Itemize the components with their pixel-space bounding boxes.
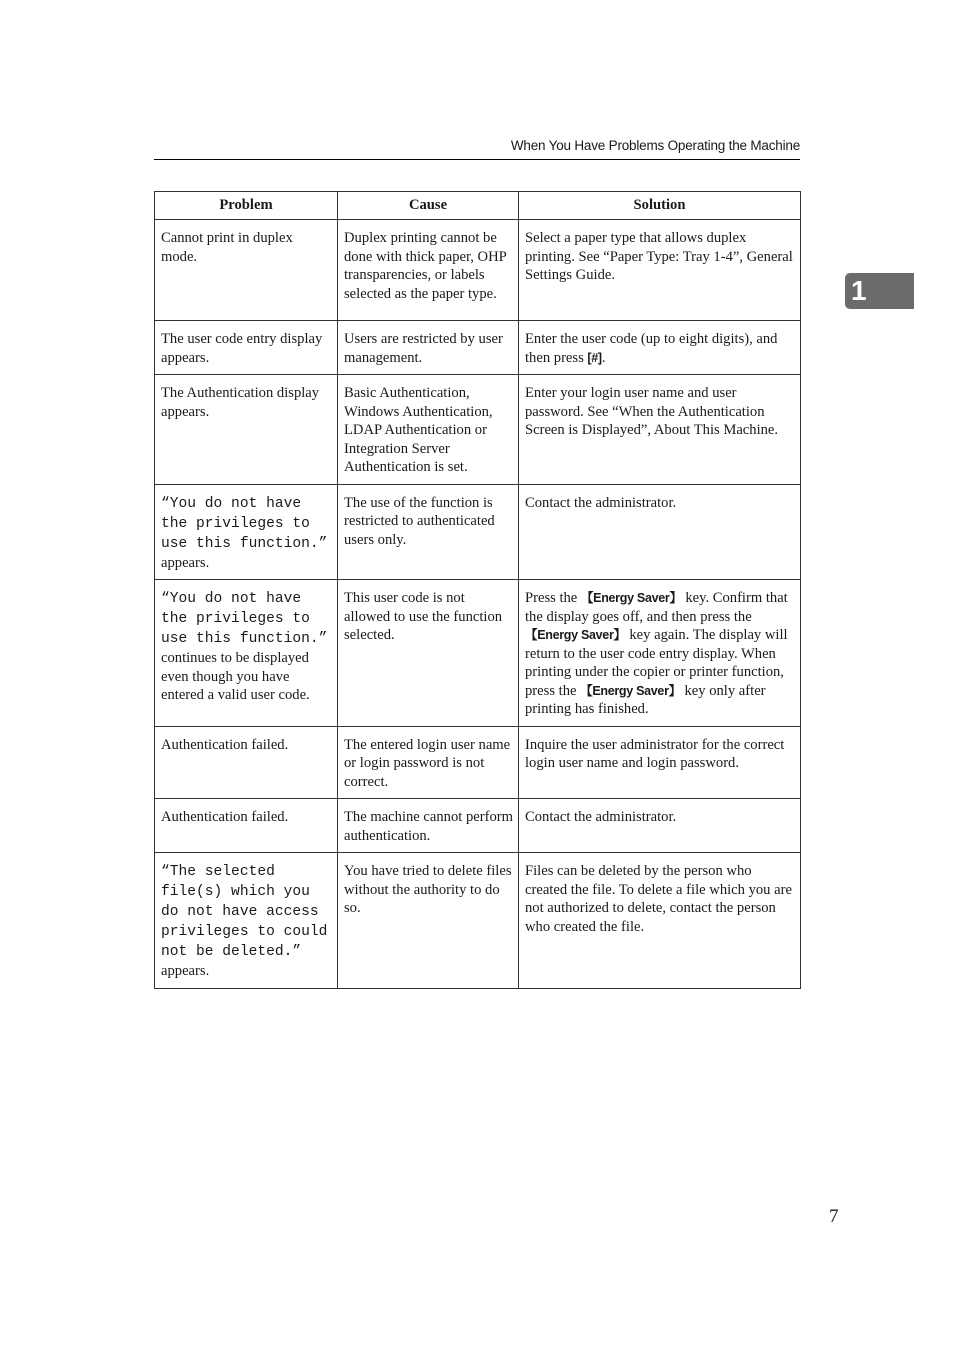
table-row <box>155 799 801 853</box>
solution-cell: Inquire the user administrator for the correct login user name and login password. <box>519 726 801 799</box>
table-row <box>155 853 801 989</box>
problem-cell: The user code entry display appears. <box>155 321 338 375</box>
table-row <box>155 375 801 485</box>
solution-text-end: . <box>601 349 606 366</box>
solution-cell <box>519 580 801 727</box>
running-header: When You Have Problems Operating the Machine <box>510 138 800 153</box>
solution-cell: Select a paper type that allows duplex printing. See “Paper Type: Tray 1-4”, General Settings Guide. <box>519 220 801 321</box>
solution-cell: Contact the administrator. <box>519 484 801 580</box>
solution-cell: Files can be deleted by the person who created the file. To delete a file which you are not authorized to delete, contact the person who created the file. <box>519 853 801 989</box>
cause-cell: Duplex printing cannot be done with thick paper, OHP transparencies, or labels selected as the paper type. <box>338 220 519 321</box>
problem-cell <box>155 853 338 989</box>
chapter-tab: 1 <box>845 273 914 309</box>
cause-cell: The entered login user name or login password is not correct. <box>338 726 519 799</box>
cause-cell: The machine cannot perform authentication. <box>338 799 519 853</box>
solution-text: Press the <box>525 590 581 606</box>
energy-saver-key-label: 【Energy Saver】 <box>580 683 681 698</box>
table-row <box>155 580 801 727</box>
cause-cell: You have tried to delete files without the authority to do so. <box>338 853 519 989</box>
energy-saver-key-label: 【Energy Saver】 <box>580 591 682 605</box>
problem-cell <box>155 580 338 727</box>
solution-text: key. Confirm that the display goes off, and then press the <box>525 590 788 625</box>
header-rule <box>154 159 800 160</box>
table-row <box>155 321 801 375</box>
solution-text: key again. The display will return to the user code entry display. When printing under the copier or printer function, press the <box>525 627 788 699</box>
problem-suffix: continues to be displayed even though you have entered a valid user code. <box>161 650 310 703</box>
screen-message: “You do not have the privileges to use this function.” <box>161 495 328 552</box>
table-row <box>155 484 801 580</box>
solution-cell: Enter your login user name and user password. See “When the Authentication Screen is Displayed”, About This Machine. <box>519 375 801 485</box>
problem-cell: The Authentication display appears. <box>155 375 338 485</box>
table-row <box>155 220 801 321</box>
solution-cell <box>519 321 801 375</box>
energy-saver-key-label: 【Energy Saver】 <box>525 628 626 642</box>
solution-text: Enter the user code (up to eight digits), and then press <box>525 331 778 366</box>
solution-text: key only after printing has finished. <box>525 682 766 717</box>
problem-cell: Authentication failed. <box>155 799 338 853</box>
problem-cell: Authentication failed. <box>155 726 338 799</box>
screen-message: “The selected file(s) which you do not have access privileges to could not be deleted.” <box>161 864 328 960</box>
screen-message: “You do not have the privileges to use this function.” <box>161 591 328 647</box>
page-number: 7 <box>829 1206 839 1227</box>
problem-cell: Cannot print in duplex mode. <box>155 220 338 321</box>
column-header-problem: Problem <box>155 192 338 220</box>
hash-key-label: [#] <box>587 350 602 365</box>
problem-suffix: appears. <box>161 963 210 979</box>
cause-cell: Users are restricted by user management. <box>338 321 519 375</box>
cause-cell: The use of the function is restricted to authenticated users only. <box>338 484 519 580</box>
problem-cell <box>155 484 338 580</box>
solution-cell: Contact the administrator. <box>519 799 801 853</box>
table-row <box>155 726 801 799</box>
cause-cell: Basic Authentication, Windows Authentication, LDAP Authentication or Integration Server Authentication is set. <box>338 375 519 485</box>
table-header-row <box>155 192 801 220</box>
problem-suffix: appears. <box>161 554 210 571</box>
column-header-solution: Solution <box>519 192 801 220</box>
troubleshooting-table <box>154 191 801 989</box>
cause-cell: This user code is not allowed to use the function selected. <box>338 580 519 727</box>
column-header-cause: Cause <box>338 192 519 220</box>
